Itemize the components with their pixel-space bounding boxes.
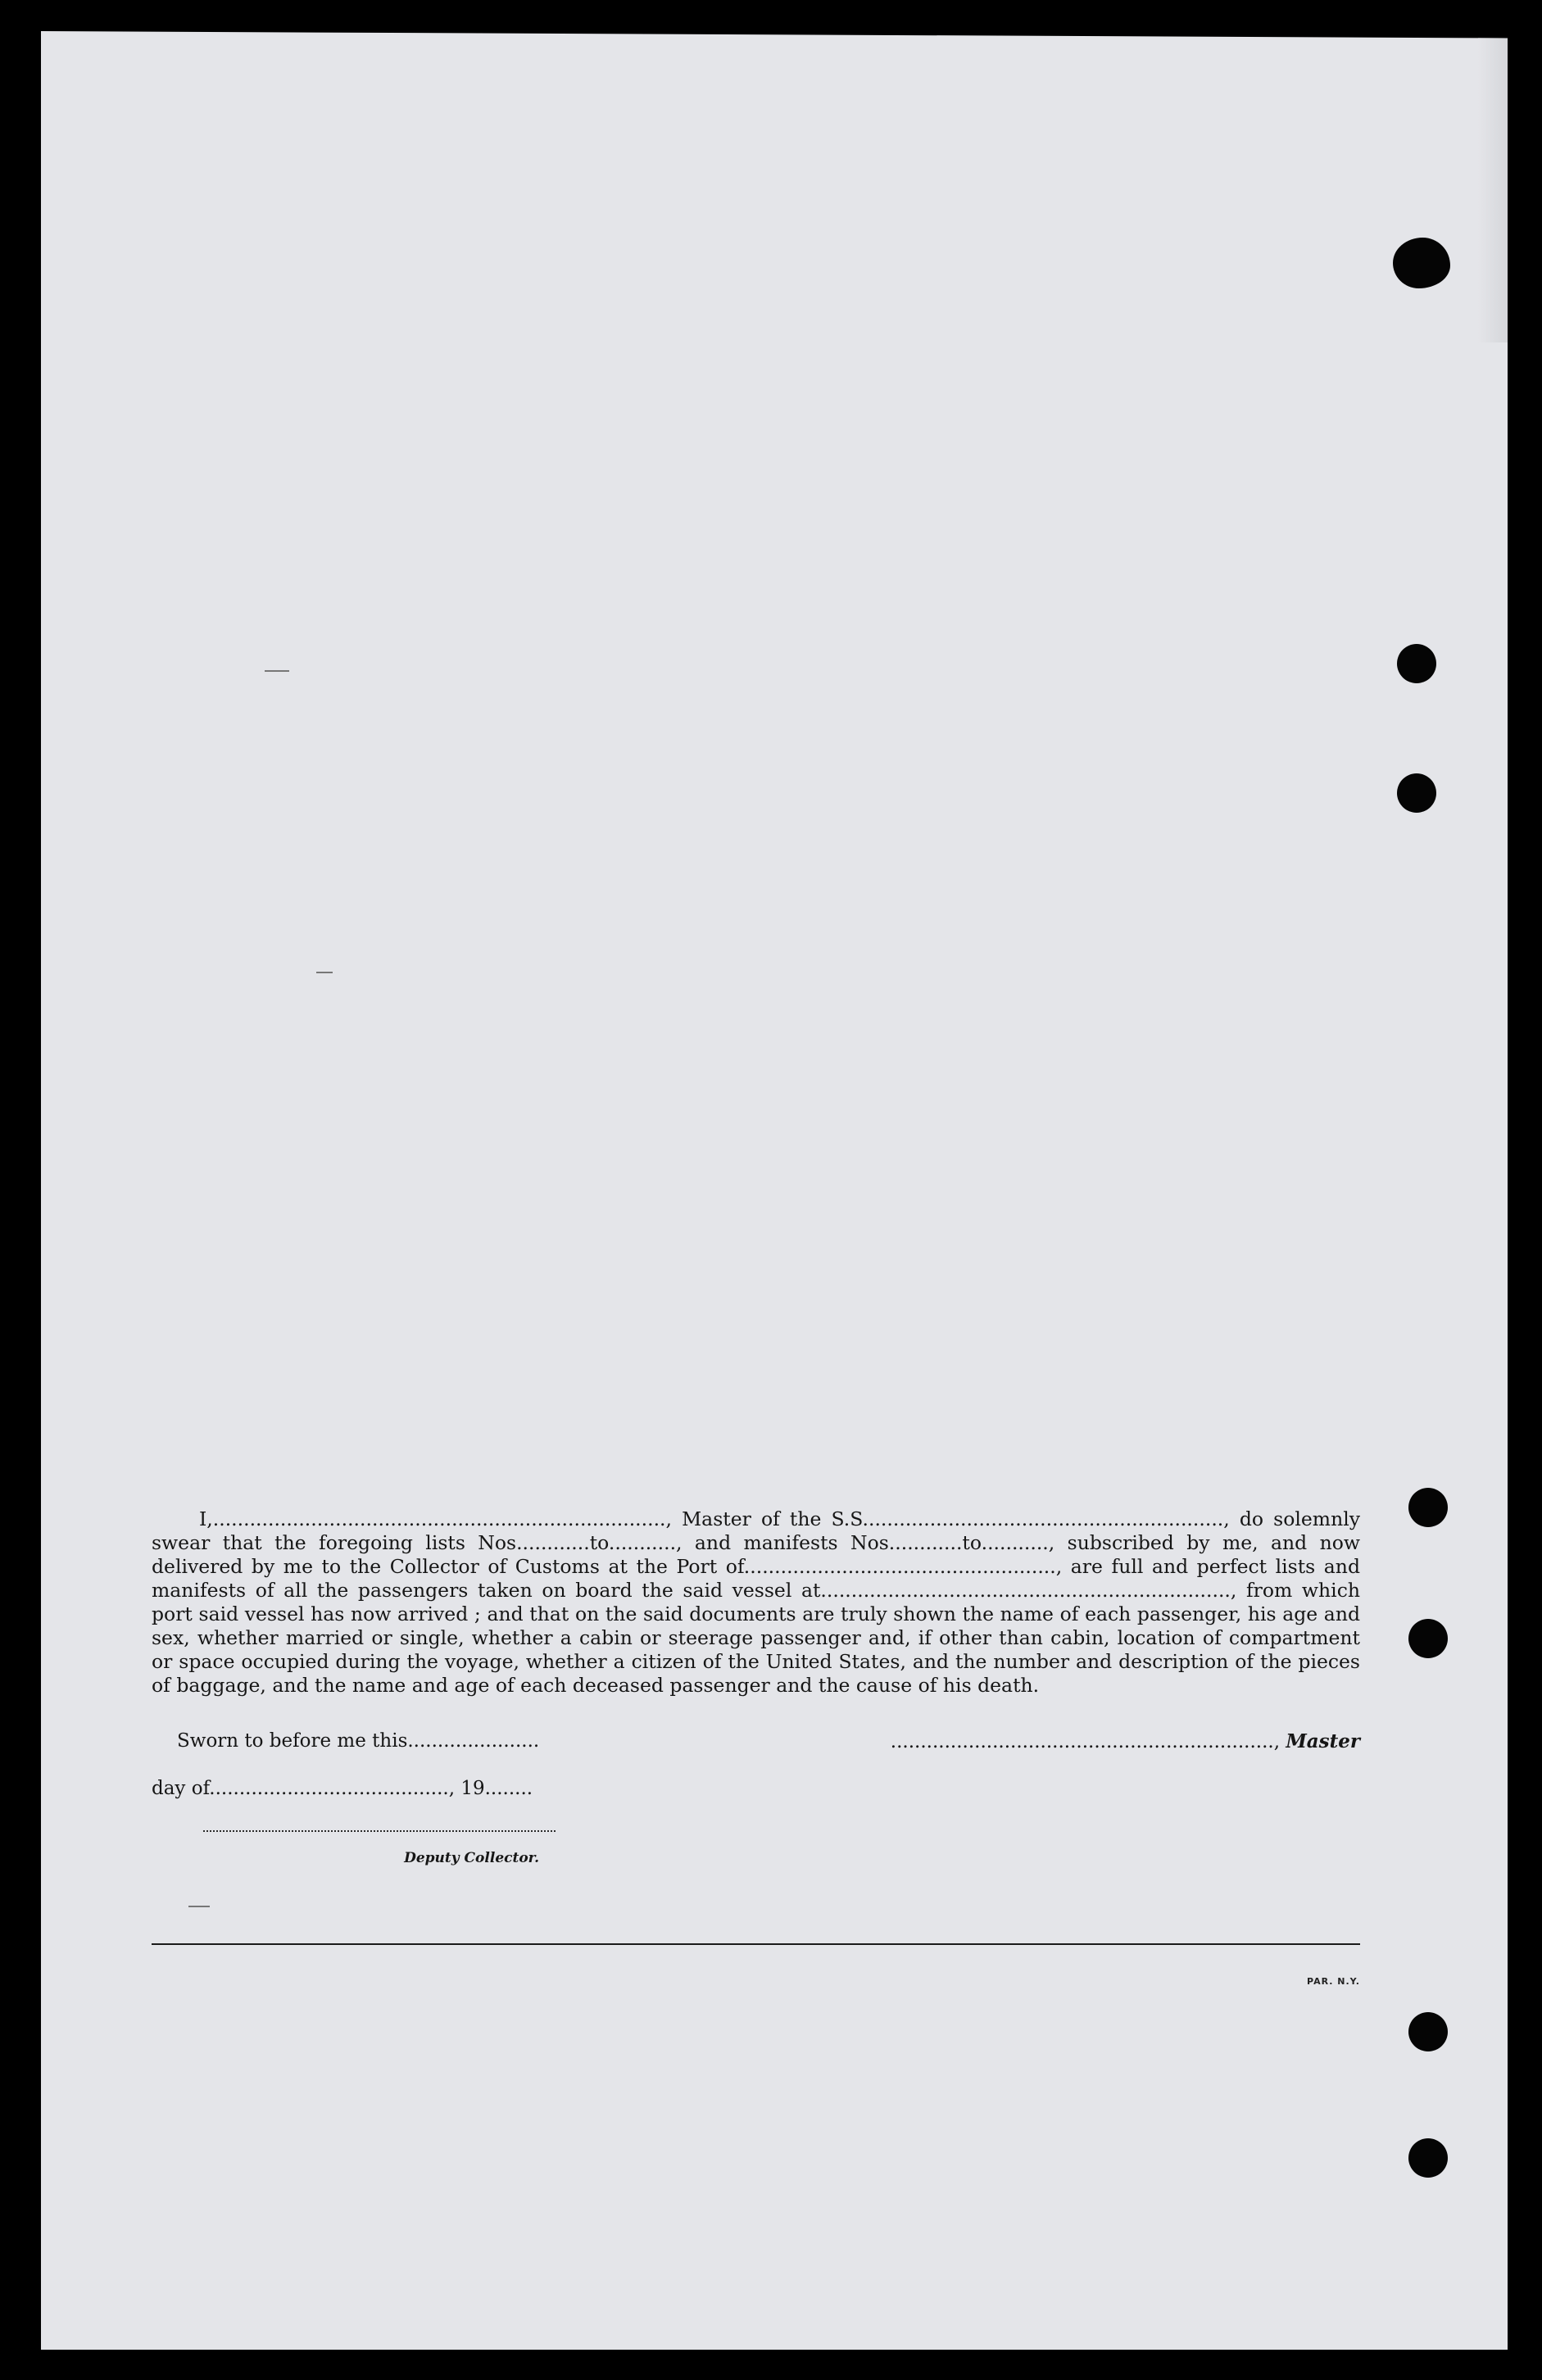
- punch-hole: [1408, 2138, 1448, 2178]
- oath-paragraph: I,.........................................................................., Master of the S.S..........................................................., do solemnly swear that the foregoing lists Nos............to..........., and manifests Nos............to..........., subscribed by me, and now delivered by me to the Collector of Customs at the Port of..................................................., are full and perfect lists and manifests of all the passengers taken on board the said vessel at..................................................................., from which port said vessel has now arrived ; and that on the said documents are truly shown the name of each passenger, his age and sex, whether married or single, whether a cabin or steerage passenger and, if other than cabin, location of compartment or space occupied during the voyage, whether a citizen of the United States, and the number and description of the pieces of baggage, and the name and age of each deceased passenger and the cause of his death.: [152, 1507, 1360, 1697]
- punch-hole: [1408, 2012, 1448, 2051]
- paper-mark: [316, 972, 333, 973]
- master-signature-dots: ................................................................,: [890, 1731, 1280, 1752]
- page-edge-shading: [1478, 31, 1508, 342]
- deputy-signature-line: [203, 1830, 556, 1832]
- master-label: Master: [1286, 1730, 1360, 1752]
- document-page: [41, 31, 1508, 2350]
- printer-mark: PAR. N.Y.: [1307, 1976, 1360, 1987]
- paper-mark: [188, 1906, 210, 1907]
- punch-hole: [1408, 1619, 1448, 1658]
- deputy-collector-label: Deputy Collector.: [404, 1850, 539, 1866]
- punch-hole: [1397, 773, 1436, 813]
- sworn-before-line: Sworn to before me this......................: [177, 1730, 540, 1752]
- paper-mark: [265, 670, 289, 672]
- master-signature-line: [864, 1730, 1360, 1752]
- punch-hole: [1397, 644, 1436, 683]
- punch-hole: [1393, 238, 1450, 288]
- day-of-line: day of........................................, 19........: [152, 1778, 533, 1799]
- bottom-rule: [152, 1943, 1360, 1945]
- punch-hole: [1408, 1488, 1448, 1527]
- master-oath-section: [152, 1507, 1360, 1698]
